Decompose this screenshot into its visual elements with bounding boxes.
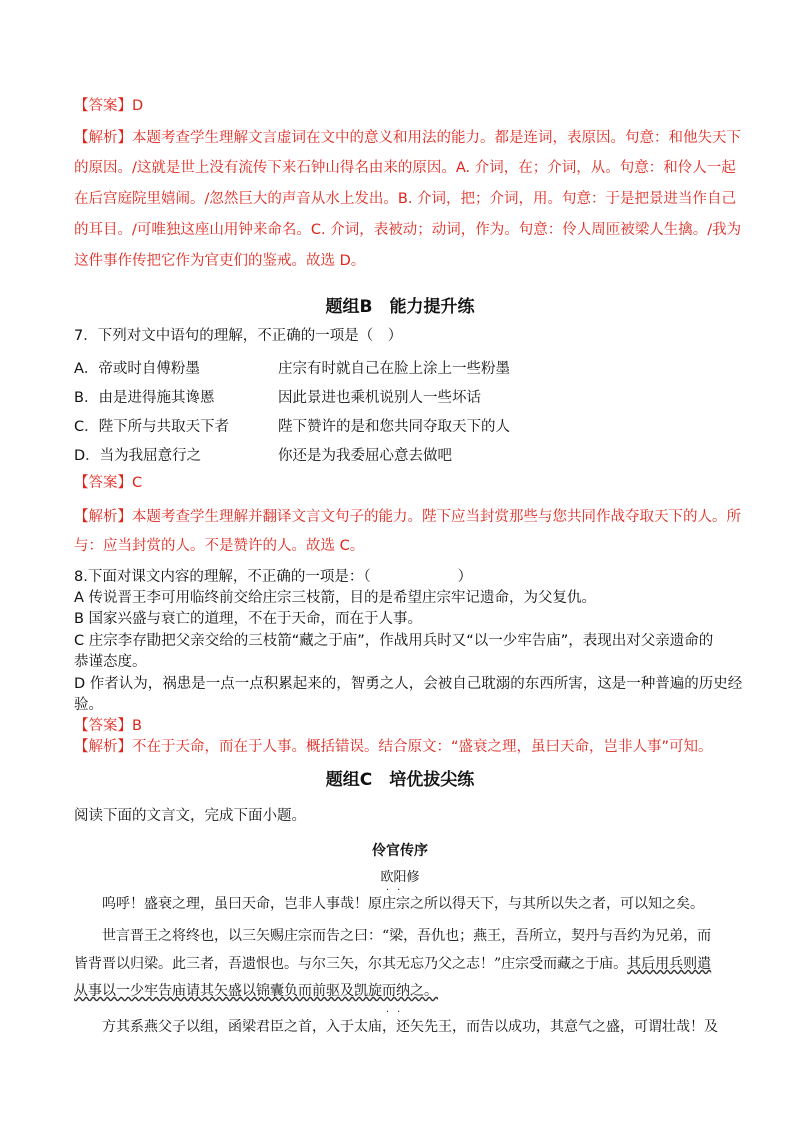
explain-line: 的原因。/这就是世上没有流传下来石钟山得名由来的原因。A. 介词，在；介词，从。句意：和伶人一起 [74, 160, 736, 176]
passage-author: 欧阳修 [380, 870, 420, 885]
emphasis-dots: ·· [386, 885, 409, 896]
passage-paragraph: 世言晋王之将终也，以三矢赐庄宗而告之曰：“梁，吾仇也；燕王，吾所立，契丹与吾约为兄弟，而 [74, 928, 712, 944]
q7-stem: 7．下列对文中语句的理解，不正确的一项是（ ） [74, 328, 403, 344]
q7-option-a: A．帝或时自傅粉墨 [74, 361, 200, 377]
passage-paragraph-line [74, 982, 438, 1000]
answer-line-6 [74, 97, 143, 115]
explain-line: 【解析】本题考查学生理解并翻译文言文句子的能力。陛下应当封赏那些与您共同作战夺取天下的人。所 [74, 509, 741, 525]
answer-line-7: 【答案】C [74, 475, 143, 491]
q7-option-d: D．当为我屈意行之 [74, 448, 202, 464]
q8-option-d: D 作者认为，祸患是一点一点积累起来的，智勇之人，会被自己耽溺的东西所害，这是一种普遍的历史经 [74, 676, 743, 692]
explain-line: 在后宫庭院里嬉闹。/忽然巨大的声音从水上发出。B. 介词，把；介词，用。句意：于是把景进当作自己 [74, 191, 737, 207]
q8-option-b: B 国家兴盛与衰亡的道理，不在于天命，而在于人事。 [74, 611, 423, 627]
answer-value: D [132, 98, 144, 114]
explain-line: 这件事作传把它作为官吏们的鉴戒。故选 D。 [74, 253, 366, 269]
emphasis-dots: ·· [386, 1007, 409, 1018]
passage-title: 伶官传序 [372, 843, 428, 859]
group-c-heading: 题组C 培优拔尖练 [325, 770, 475, 790]
q7-option-d-translation: 你还是为我委屈心意去做吧 [278, 448, 452, 464]
q7-option-b-translation: 因此景进也乘机说别人一些坏话 [278, 390, 481, 406]
q7-option-a-translation: 庄宗有时就自己在脸上涂上一些粉墨 [278, 361, 510, 377]
explain-tag: 【解析】 [74, 130, 132, 146]
answer-tag: 【答案】 [74, 98, 132, 114]
explain-line: 【解析】不在于天命，而在于人事。概括错误。结合原文：“盛衰之理，虽曰天命，岂非人事”可知。 [74, 739, 713, 755]
answer-value: C [132, 475, 143, 491]
q7-option-c-translation: 陛下赞许的是和您共同夺取天下的人 [278, 419, 510, 435]
q8-option-c: C 庄宗李存勖把父亲交给的三枝箭“藏之于庙”，作战用兵时又“以一少牢告庙”，表现出对父亲遗命的 [74, 633, 714, 649]
answer-value: B [132, 718, 142, 734]
underlined-sentence: 从事以一少牢告庙请其矢盛以锦囊负而前驱及凯旋而纳之。 [74, 983, 438, 999]
explain-line: 【解析】本题考查学生理解文言虚词在文中的意义和用法的能力。都是连词，表原因。句意：和他失天下 [74, 130, 741, 146]
q7-option-b: B．由是进得施其谗慝 [74, 390, 215, 406]
q8-stem: 8.下面对课文内容的理解，不正确的一项是：（ ） [74, 569, 473, 585]
passage-paragraph: 方其系燕父子以组，函梁君臣之首，入于太庙，还矢先王，而告以成功，其意气之盛，可谓壮哉！及 [74, 1019, 718, 1035]
explain-line: 与：应当封赏的人。不是赞许的人。故选 C。 [74, 538, 365, 554]
explain-line: 的耳目。/可唯独这座山用钟来命名。C. 介词，表被动；动词，作为。句意：伶人周匝被梁人生擒。/我为 [74, 222, 742, 238]
passage-paragraph: 呜呼！盛衰之理，虽曰天命，岂非人事哉！原庄宗之所以得天下，与其所以失之者，可以知之矣。 [74, 896, 704, 912]
group-b-heading: 题组B 能力提升练 [325, 297, 475, 317]
underlined-sentence: 其后用兵则遣 [627, 956, 712, 972]
q8-option-a: A 传说晋王李可用临终前交给庄宗三枝箭，目的是希望庄宗牢记遗命，为父复仇。 [74, 590, 597, 606]
passage-paragraph-line: 皆背晋以归梁。此三者，吾遗恨也。与尔三矢，尔其无忘乃父之志！”庄宗受而藏之于庙。其后用兵则遣 [74, 956, 712, 972]
answer-line-8: 【答案】B [74, 718, 142, 734]
reading-instruction: 阅读下面的文言文，完成下面小题。 [74, 808, 306, 824]
q8-option-d-cont: 验。 [74, 697, 103, 713]
q8-option-c-cont: 恭谨态度。 [74, 654, 147, 670]
q7-option-c: C．陛下所与共取天下者 [74, 419, 230, 435]
